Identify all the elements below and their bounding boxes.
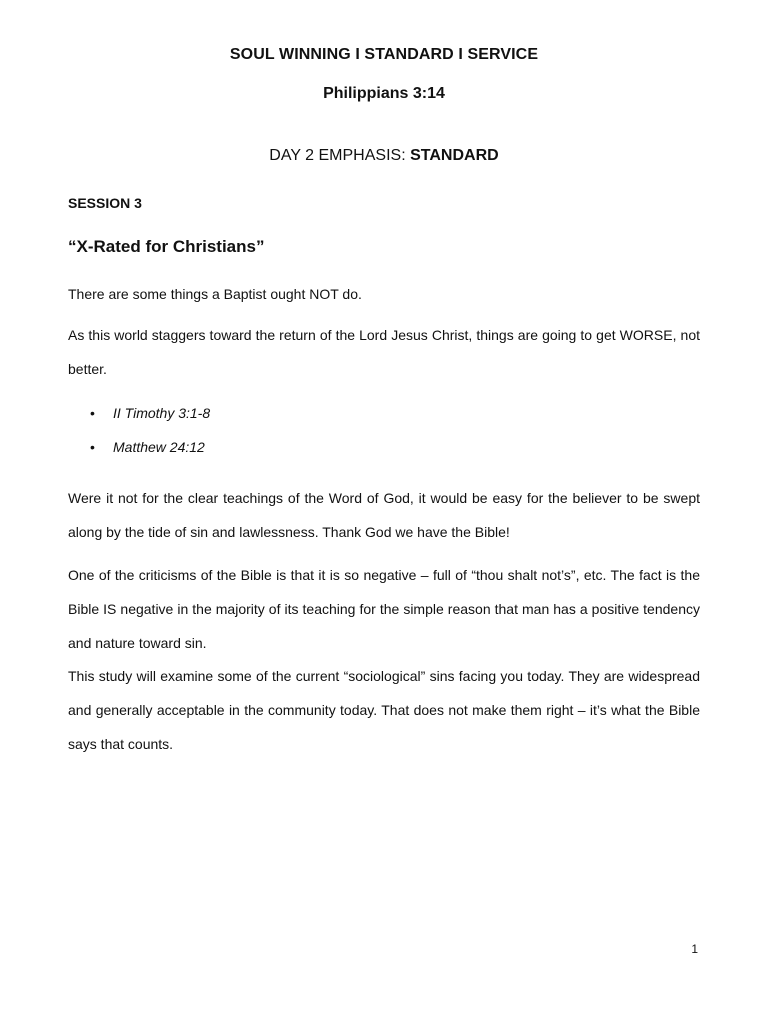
day-emphasis-value: STANDARD [410,147,499,164]
paragraph-study: This study will examine some of the current “sociological” sins facing you today. They are widespread and generally acceptable in the community today. That does not make them right – it’s what the Bible says that counts. [68,668,700,752]
reference-text: Matthew 24:12 [113,439,205,455]
session-label: SESSION 3 [68,195,142,211]
reference-list [90,401,210,469]
day-emphasis-prefix: DAY 2 EMPHASIS: [269,147,411,164]
reference-text: II Timothy 3:1-8 [113,405,211,421]
paragraph-word-of-god: Were it not for the clear teachings of the Word of God, it would be easy for the believer to be swept along by the tide of sin and lawlessness. Thank God we have the Bible! [68,490,700,540]
page-number: 1 [691,942,698,956]
list-item [90,401,210,435]
day-emphasis-heading [0,147,768,165]
scripture-heading: Philippians 3:14 [323,85,445,102]
bullet-icon: • [90,405,95,421]
paragraph-world: As this world staggers toward the return of the Lord Jesus Christ, things are going to get WORSE, not better. [68,327,700,377]
series-heading: SOUL WINNING I STANDARD I SERVICE [229,46,539,63]
paragraph-intro: There are some things a Baptist ought NOT do. [68,286,362,302]
bullet-icon: • [90,439,95,455]
paragraph-criticisms: One of the criticisms of the Bible is that it is so negative – full of “thou shalt not’s”, etc. The fact is the Bible IS negative in the majority of its teaching for the simple reason that man has a positive tendency and nature toward sin. [68,567,700,651]
session-title: “X-Rated for Christians” [68,237,265,256]
list-item [90,435,210,469]
